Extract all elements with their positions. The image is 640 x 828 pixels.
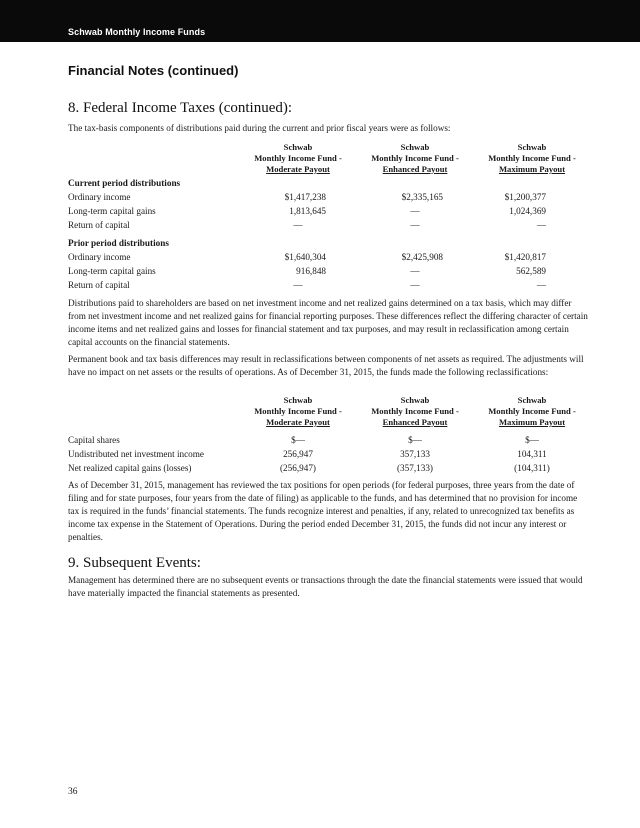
table-row: Long-term capital gains 1,813,645 — 1,024,369 [68,206,546,216]
table-row: Long-term capital gains 916,848 — 562,589 [68,266,546,276]
note-8-paragraph-2: Permanent book and tax basis differences may result in reclassifications between components of net assets as required. The adjustments will have no impact on net assets or the results of operations. As of December 31, 2015, the funds made the following reclassifications: [68,354,584,377]
note-9-paragraph: Management has determined there are no subsequent events or transactions through the date the financial statements were issued that would have materially impacted the financial statements as presented. [68,575,583,598]
current-period-label: Current period distributions [68,178,181,188]
table-row: Ordinary income $1,417,238 $2,335,165 $1,200,377 [68,192,546,202]
table-row: Net realized capital gains (losses) (256,947) (357,133) (104,311) [68,463,550,473]
table-row: Return of capital — — — [68,220,546,230]
note-9-title: 9. Subsequent Events: [68,555,201,571]
note-8-title: 8. Federal Income Taxes (continued): [68,100,293,116]
table-row: Capital shares $— $— $— [68,435,539,445]
table-group-row [68,178,558,192]
prior-period-label: Prior period distributions [68,238,169,248]
table-row: Return of capital — — — [68,280,546,290]
table-row: Ordinary income $1,640,304 $2,425,908 $1,420,817 [68,252,546,262]
note-8-paragraph-1: Distributions paid to shareholders are based on net investment income and net realized gains determined on a tax basis, which may differ from net investment income and net realized gains for financial reporting purposes. These differences reflect the differing character of certain income items and net realized gains and losses for financial statement and tax purposes, and may result in reclassification among certain capital accounts on the financial statements. [68,298,588,347]
table-group-row [68,238,558,252]
table-row: Undistributed net investment income 256,947 357,133 104,311 [68,449,547,459]
column-header-maximum: Schwab Monthly Income Fund - Maximum Payout [488,142,576,174]
column-header-maximum: Schwab Monthly Income Fund - Maximum Payout [488,395,576,427]
column-header-moderate: Schwab Monthly Income Fund - Moderate Payout [254,142,342,174]
page-number: 36 [68,787,78,797]
column-header-enhanced: Schwab Monthly Income Fund - Enhanced Payout [371,395,459,427]
column-header-moderate: Schwab Monthly Income Fund - Moderate Payout [254,395,342,427]
note-8-paragraph-3: As of December 31, 2015, management has reviewed the tax positions for open periods (for federal purposes, three years from the date of filing and for state purposes, four years from the date of filing) as applicable to the funds, and has determined that no provision for income tax is required in the funds’ financial statements. The funds recognize interest and penalties, if any, related to unrecognized tax benefits as income tax expense in the Statement of Operations. During the period ended December 31, 2015, the funds did not incur any interest or penalties. [68,480,578,542]
column-header-enhanced: Schwab Monthly Income Fund - Enhanced Payout [371,142,459,174]
header-bar [0,0,640,42]
section-heading: Financial Notes (continued) [68,63,239,78]
header-title: Schwab Monthly Income Funds [68,27,206,37]
note-8-intro: The tax-basis components of distributions paid during the current and prior fiscal years were as follows: [68,123,451,133]
